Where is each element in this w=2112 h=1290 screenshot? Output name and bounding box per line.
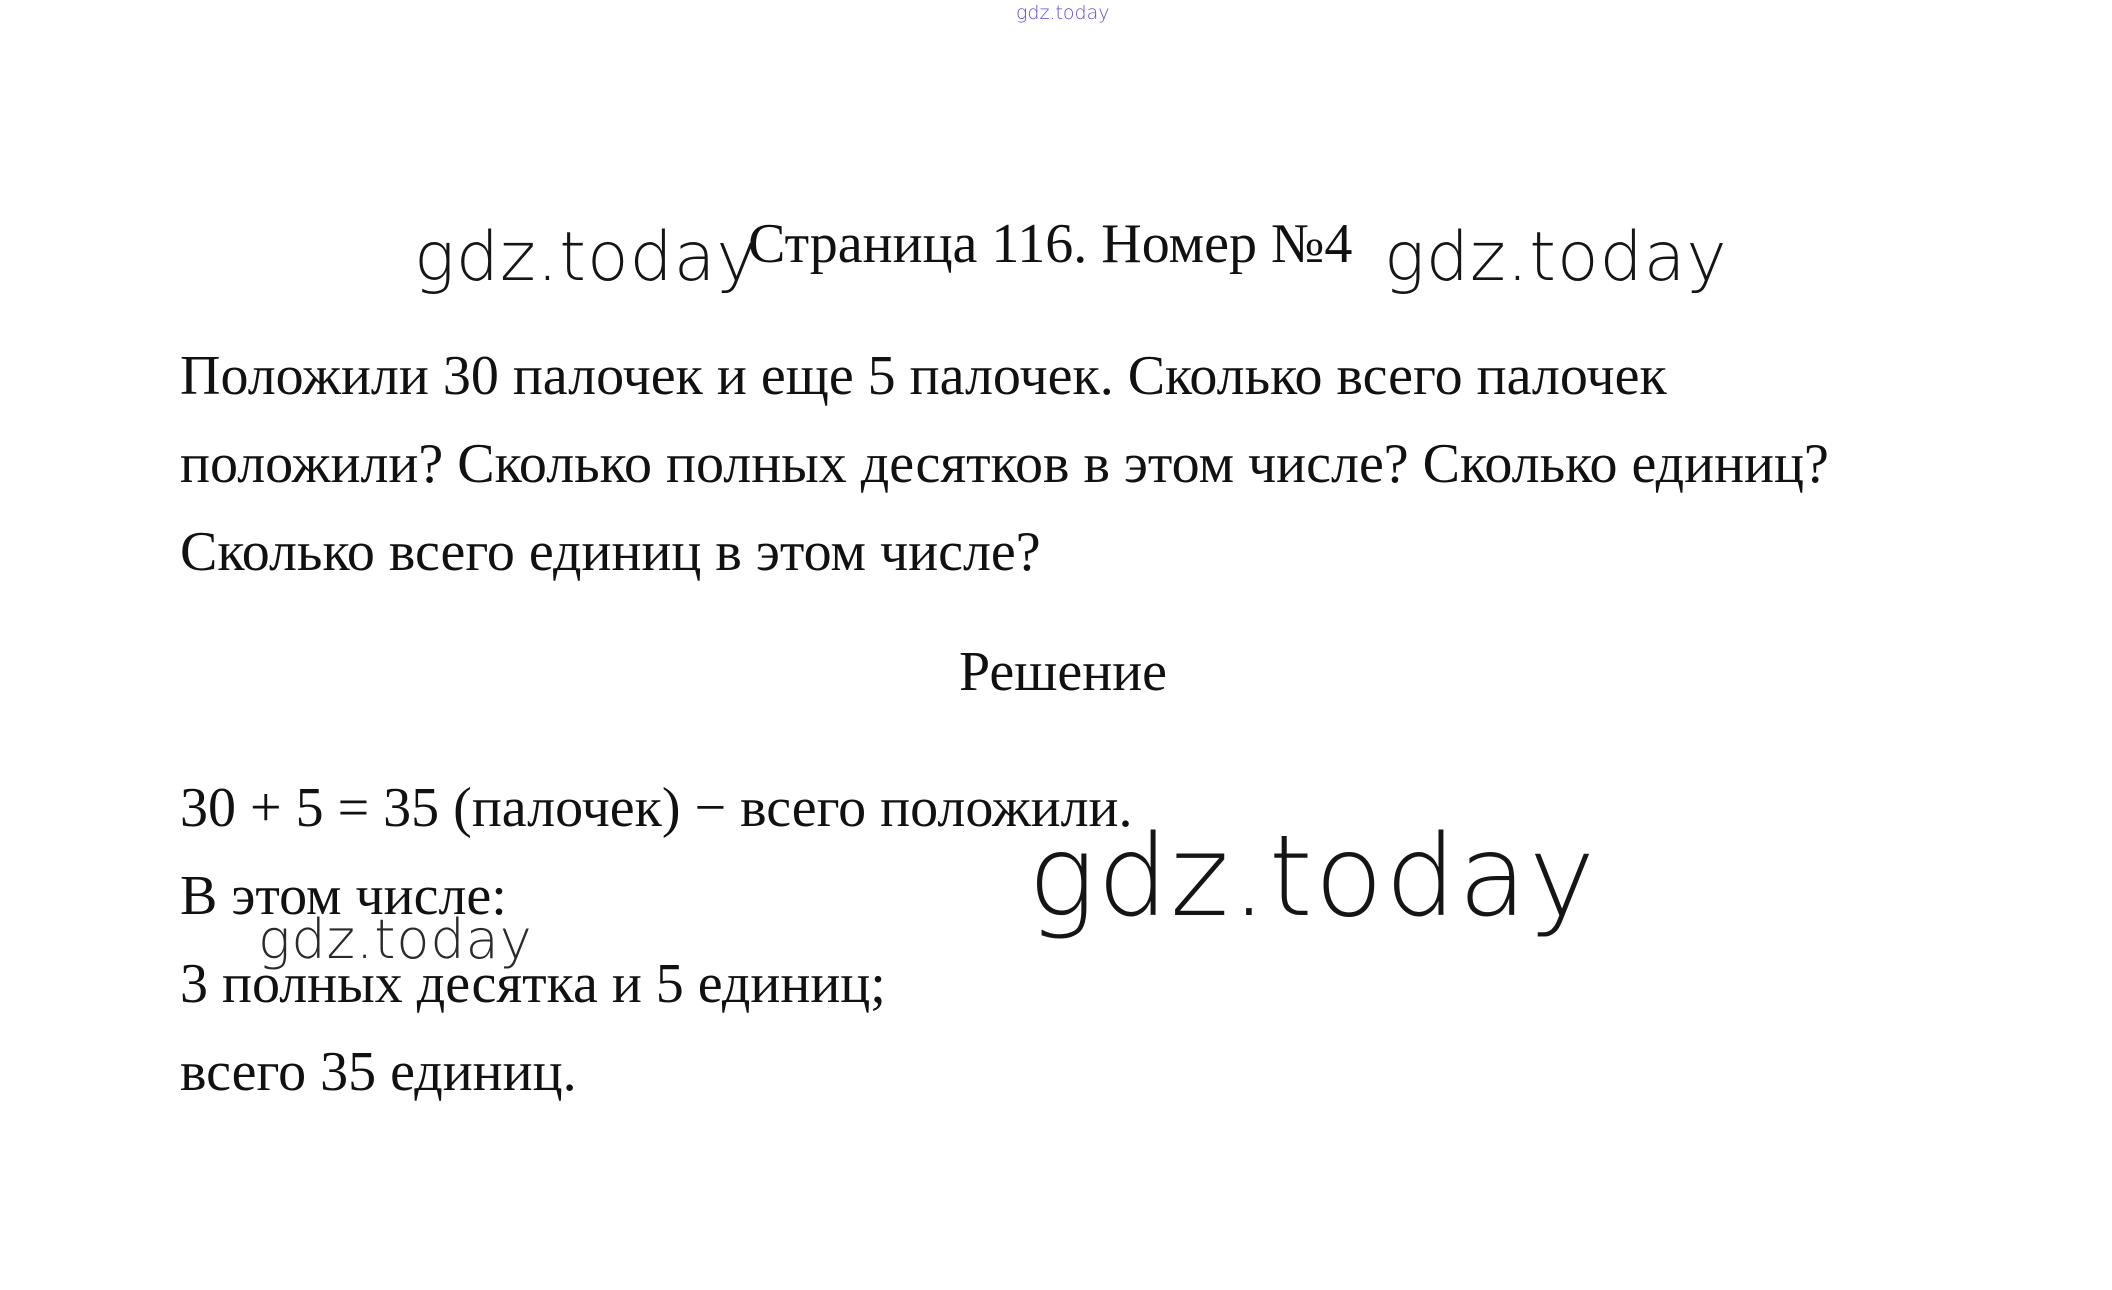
solution-line: 3 полных десятка и 5 единиц; (180, 953, 886, 1015)
problem-text (180, 332, 2080, 596)
watermark-title-right: gdz.today (1384, 218, 1728, 297)
watermark-title-left: gdz.today (414, 218, 758, 297)
problem-line: Сколько всего единиц в этом числе? (180, 521, 1041, 583)
watermark-small: gdz.today (258, 908, 533, 971)
problem-line: Положили 30 палочек и еще 5 палочек. Сколько всего палочек (180, 345, 1667, 407)
solution-line: всего 35 единиц. (180, 1041, 577, 1103)
solution-line: 30 + 5 = 35 (палочек) − всего положили. (180, 777, 1133, 839)
problem-line: положили? Сколько полных десятков в этом числе? Сколько единиц? (180, 433, 1829, 495)
solution-line: В этом числе: (180, 865, 507, 927)
page-title: Страница 116. Номер №4 (748, 213, 1353, 275)
solution-heading: Решение (958, 641, 1168, 703)
watermark-large: gdz.today (1028, 812, 1598, 942)
watermark-top: gdz.today (1016, 2, 1110, 24)
